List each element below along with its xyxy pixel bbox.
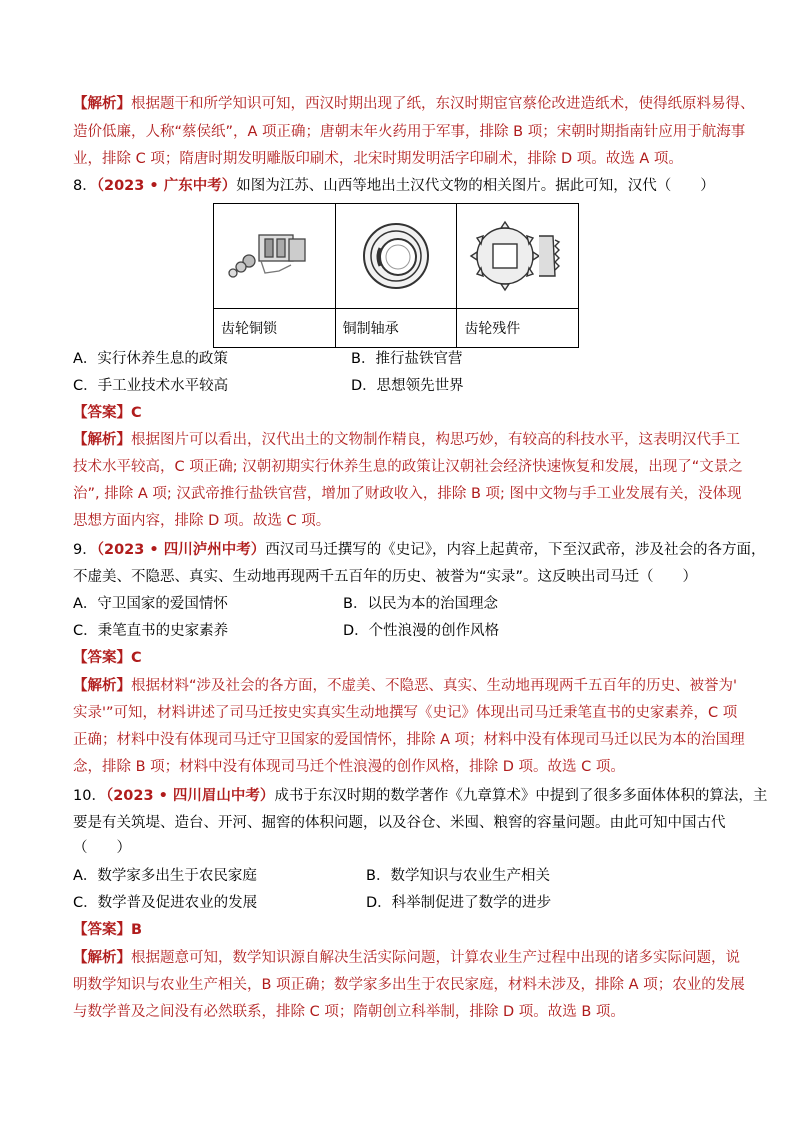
q8-analysis-line-4: 思想方面内容，排除 D 项。故选 C 项。 [73, 513, 331, 529]
q10-analysis-line-3: 与数学普及之间没有必然联系，排除 C 项；隋朝创立科举制，排除 D 项。故选 B 项。 [73, 1004, 625, 1020]
q8-analysis-line-3: 治”, 排除 A 项; 汉武帝推行盐铁官营，增加了财政收入，排除 B 项; 图中文物与手工业发展有关，没体现 [73, 486, 742, 502]
q10-stem-line-3: （ ） [73, 840, 131, 856]
bronze-bearing-image [356, 216, 436, 296]
q10-stem-line-1: 10．（2023 • 四川眉山中考）成书于东汉时期的数学著作《九章算术》中提到了很多多面体体积的算法，主 [73, 788, 768, 804]
q8-source: （2023 • 广东中考） [96, 178, 237, 194]
q8-option-b[interactable]: B．推行盐铁官营 [351, 351, 463, 367]
gear-fragment-image [463, 216, 573, 296]
gear-lock-image [219, 221, 329, 291]
figure-gear-lock-cell [214, 204, 336, 309]
q9-option-a[interactable]: A．守卫国家的爱国情怀 [73, 596, 228, 612]
q9-answer: 【答案】C [73, 650, 142, 666]
q9-analysis-line-3: 正确；材料中没有体现司马迁守卫国家的爱国情怀，排除 A 项；材料中没有体现司马迁以民为本的治国理 [73, 732, 745, 748]
intro-analysis-line-1: 【解析】根据题干和所学知识可知，西汉时期出现了纸，东汉时期宦官蔡伦改进造纸术，使得纸原料易得、 [73, 96, 755, 112]
intro-analysis-line-3: 业，排除 C 项；隋唐时期发明雕版印刷术，北宋时期发明活字印刷术，排除 D 项。故选 A 项。 [73, 151, 683, 167]
q10-analysis-line-2: 明数学知识与农业生产相关，B 项正确；数学家多出生于农民家庭，材料未涉及，排除 A 项；农业的发展 [73, 977, 745, 993]
figure-caption-1: 齿轮铜锁 [214, 309, 336, 348]
q10-analysis-line-1: 【解析】根据题意可知，数学知识源自解决生活实际问题，计算农业生产过程中出现的诸多实际问题，说 [73, 950, 740, 966]
q10-option-c[interactable]: C．数学普及促进农业的发展 [73, 895, 258, 911]
q9-option-b[interactable]: B．以民为本的治国理念 [343, 596, 498, 612]
q9-analysis-line-4: 念，排除 B 项；材料中没有体现司马迁个性浪漫的创作风格，排除 D 项。故选 C 项。 [73, 759, 625, 775]
q8-analysis-line-2: 技术水平较高，C 项正确; 汉朝初期实行休养生息的政策让汉朝社会经济快速恢复和发展，出现了“文景之 [73, 459, 743, 475]
q9-source: （2023 • 四川泸州中考） [96, 542, 266, 558]
q8-option-d[interactable]: D．思想领先世界 [351, 378, 464, 394]
q10-answer: 【答案】B [73, 922, 143, 938]
figure-bearing-cell [335, 204, 457, 309]
q9-analysis-line-2: 实录'”可知，材料讲述了司马迁按史实真实生动地撰写《史记》体现出司马迁秉笔直书的史家素养，C 项 [73, 705, 738, 721]
q8-option-a[interactable]: A．实行休养生息的政策 [73, 351, 228, 367]
q9-option-c[interactable]: C．秉笔直书的史家素养 [73, 623, 229, 639]
analysis-tag: 【解析】 [73, 96, 131, 112]
q9-stem-line-1: 9．（2023 • 四川泸州中考）西汉司马迁撰写的《史记》，内容上起黄帝，下至汉武帝，涉及社会的各方面， [73, 542, 766, 558]
figure-gear-fragment-cell [457, 204, 579, 309]
q10-stem-line-2: 要是有关筑堤、造台、开河、掘窖的体积问题，以及谷仓、米囤、粮窖的容量问题。由此可知中国古代 [73, 815, 726, 831]
q8-stem: 8．（2023 • 广东中考）如图为江苏、山西等地出土汉代文物的相关图片。据此可知，汉代（ ） [73, 178, 715, 194]
q10-option-a[interactable]: A．数学家多出生于农民家庭 [73, 868, 257, 884]
q8-option-c[interactable]: C．手工业技术水平较高 [73, 378, 229, 394]
q8-figure-table [213, 203, 579, 348]
figure-caption-2: 铜制轴承 [335, 309, 457, 348]
intro-analysis-line-2: 造价低廉，人称“蔡侯纸”，A 项正确；唐朝末年火药用于军事，排除 B 项；宋朝时期指南针应用于航海事 [73, 124, 746, 140]
q9-analysis-line-1: 【解析】根据材料“涉及社会的各方面，不虚美、不隐恶、真实、生动地再现两千五百年的历史、被誉为' [73, 678, 737, 694]
figure-caption-3: 齿轮残件 [457, 309, 579, 348]
q8-answer: 【答案】C [73, 405, 142, 421]
q10-source: （2023 • 四川眉山中考） [105, 788, 275, 804]
q8-analysis-line-1: 【解析】根据图片可以看出，汉代出土的文物制作精良，构思巧妙，有较高的科技水平，这表明汉代手工 [73, 432, 740, 448]
q10-option-d[interactable]: D．科举制促进了数学的进步 [366, 895, 552, 911]
q9-option-d[interactable]: D．个性浪漫的创作风格 [343, 623, 500, 639]
q10-option-b[interactable]: B．数学知识与农业生产相关 [366, 868, 550, 884]
q9-stem-line-2: 不虚美、不隐恶、真实、生动地再现两千五百年的历史、被誉为“实录”。这反映出司马迁（ ） [73, 569, 698, 585]
